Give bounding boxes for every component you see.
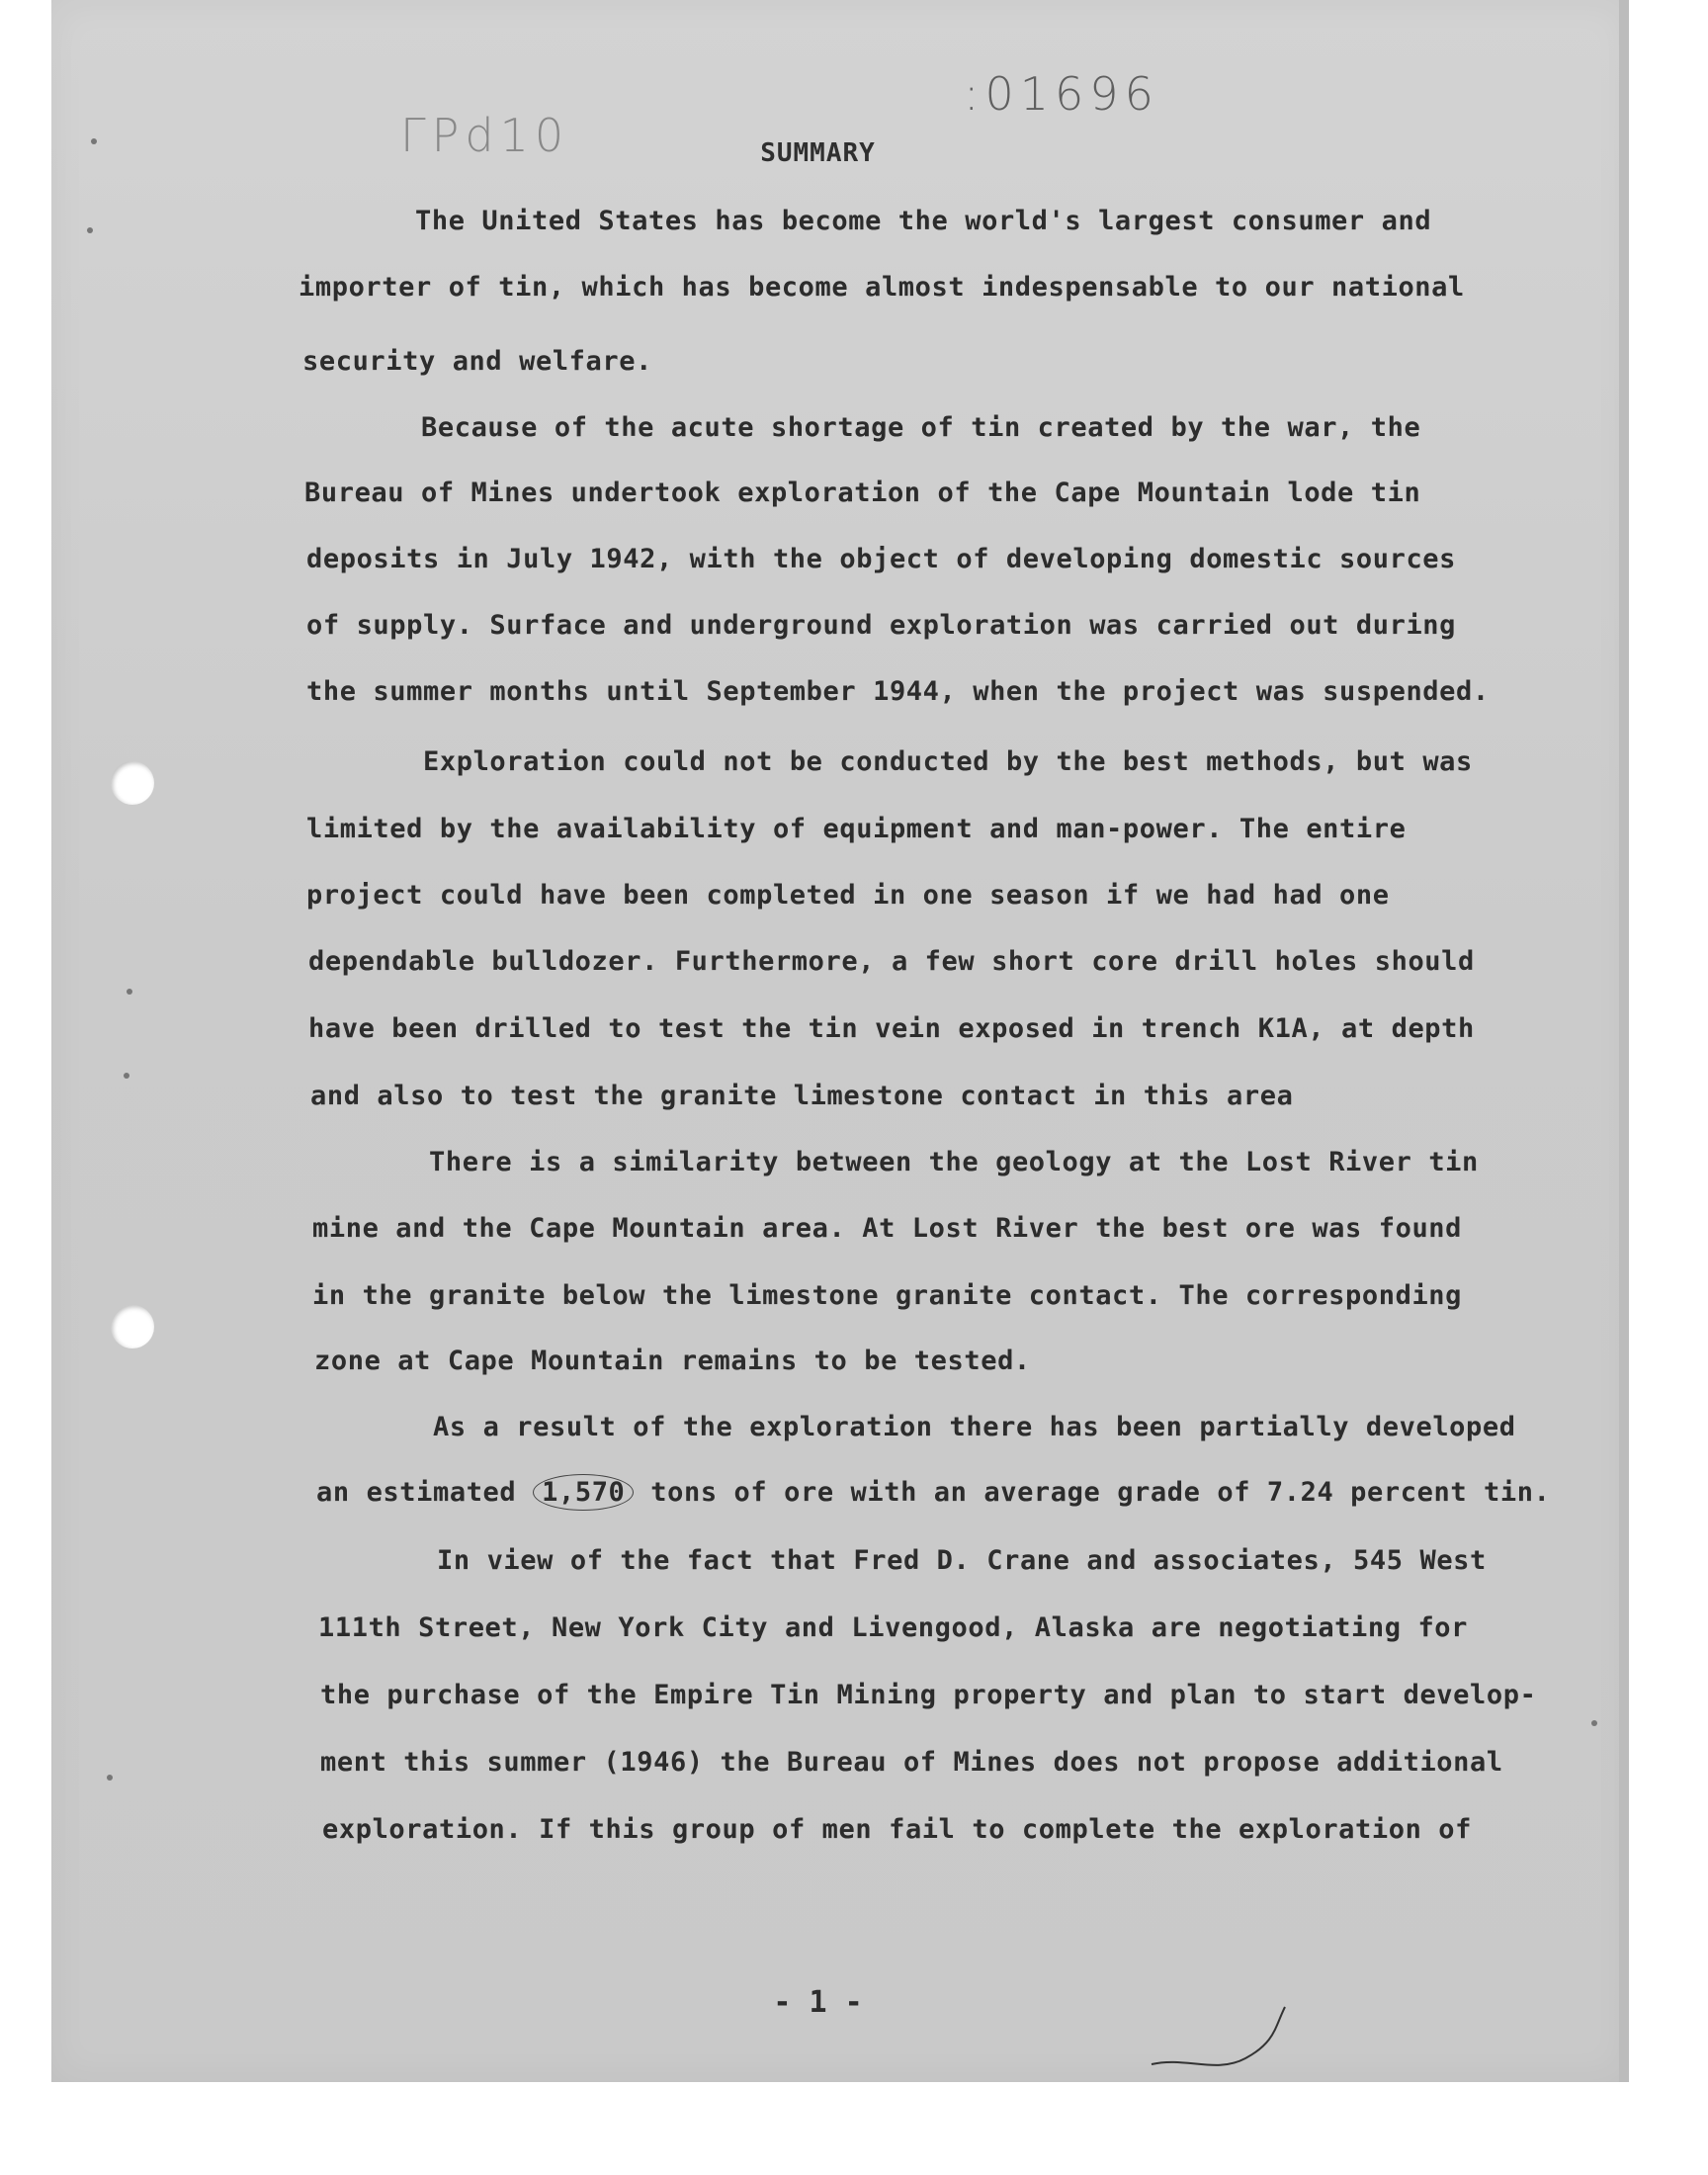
page-number: - 1 - xyxy=(773,1985,863,2020)
text-line: security and welfare. xyxy=(302,346,652,377)
text-line: limited by the availability of equipment and man-power. The entire xyxy=(306,814,1407,844)
text-line: zone at Cape Mountain remains to be tested. xyxy=(314,1346,1031,1376)
margin-speck xyxy=(127,989,132,995)
text-line: deposits in July 1942, with the object of developing domestic sources xyxy=(306,544,1457,574)
text-line: of supply. Surface and underground exploration was carried out during xyxy=(306,610,1457,641)
text-line: dependable bulldozer. Furthermore, a few short core drill holes should xyxy=(308,946,1475,977)
page-edge-shadow xyxy=(1619,0,1629,2082)
margin-speck xyxy=(107,1775,113,1781)
text-line: the summer months until September 1944, when the project was suspended. xyxy=(306,676,1490,707)
text-line: importer of tin, which has become almost indespensable to our national xyxy=(299,272,1465,303)
margin-speck xyxy=(87,227,93,233)
text-line: Exploration could not be conducted by the best methods, but was xyxy=(423,746,1473,777)
text-segment: tons of ore with an average grade of 7.24 percent tin. xyxy=(634,1477,1551,1508)
text-line: There is a similarity between the geology at the Lost River tin xyxy=(429,1147,1479,1177)
handwritten-document-number: :01696 xyxy=(964,67,1159,121)
handwritten-file-code: ГРd10 xyxy=(400,109,570,162)
text-line-with-circled-figure xyxy=(316,1477,1550,1508)
margin-speck xyxy=(124,1073,129,1079)
text-segment: an estimated xyxy=(316,1477,534,1508)
punch-hole-bottom xyxy=(111,1305,154,1348)
text-line: 111th Street, New York City and Livengood, Alaska are negotiating for xyxy=(318,1612,1469,1643)
text-line: mine and the Cape Mountain area. At Lost River the best ore was found xyxy=(312,1213,1463,1244)
text-line: The United States has become the world's largest consumer and xyxy=(415,206,1432,236)
page-title: SUMMARY xyxy=(760,138,876,168)
text-line: ment this summer (1946) the Bureau of Mines does not propose additional xyxy=(320,1747,1503,1778)
text-line: project could have been completed in one season if we had had one xyxy=(306,880,1390,911)
circled-tonnage: 1,570 xyxy=(533,1474,634,1511)
text-line: have been drilled to test the tin vein exposed in trench K1A, at depth xyxy=(308,1013,1475,1044)
text-line: As a result of the exploration there has been partially developed xyxy=(433,1412,1516,1442)
text-line: the purchase of the Empire Tin Mining property and plan to start develop- xyxy=(320,1680,1537,1710)
punch-hole-top xyxy=(111,761,154,805)
text-line: Bureau of Mines undertook exploration of the Cape Mountain lode tin xyxy=(304,478,1421,508)
text-line: and also to test the granite limestone contact in this area xyxy=(310,1081,1294,1111)
handwritten-mark xyxy=(1147,1987,1305,2076)
text-line: In view of the fact that Fred D. Crane and associates, 545 West xyxy=(437,1545,1487,1576)
margin-speck xyxy=(1591,1720,1597,1726)
text-line: Because of the acute shortage of tin created by the war, the xyxy=(421,412,1421,443)
text-line: in the granite below the limestone granite contact. The corresponding xyxy=(312,1280,1463,1311)
text-line: exploration. If this group of men fail to complete the exploration of xyxy=(322,1814,1473,1845)
